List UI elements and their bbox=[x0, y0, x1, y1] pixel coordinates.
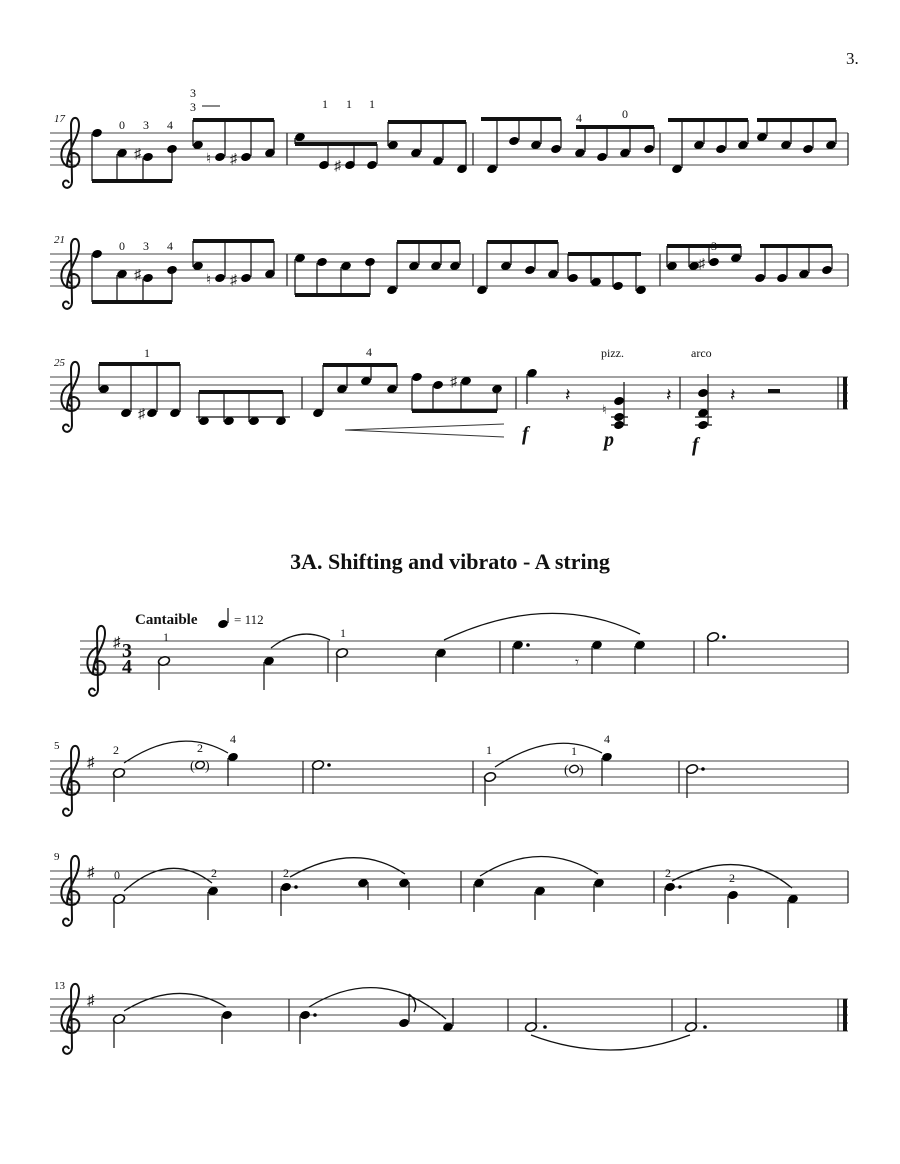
fingering: 1 bbox=[322, 97, 328, 111]
staff-lines bbox=[50, 377, 848, 409]
fingerings bbox=[114, 866, 735, 885]
key-signature-sharp-icon: ♯ bbox=[87, 865, 95, 881]
svg-text:♯: ♯ bbox=[138, 407, 145, 422]
svg-text:𝄾: 𝄾 bbox=[575, 655, 579, 671]
time-signature-numerator: 3 bbox=[122, 640, 132, 662]
staff-system-3a-9 bbox=[50, 851, 848, 928]
measure-number: 13 bbox=[54, 980, 65, 992]
fingering: 1 bbox=[163, 630, 169, 644]
dynamic-forte: f bbox=[692, 434, 699, 456]
svg-text:♯: ♯ bbox=[450, 375, 457, 390]
svg-text:♯: ♯ bbox=[334, 159, 341, 174]
note-beams bbox=[92, 241, 832, 302]
measure-number: 17 bbox=[54, 113, 65, 125]
treble-clef-icon bbox=[87, 626, 105, 696]
slur bbox=[444, 613, 640, 640]
fingering: 2 bbox=[283, 866, 289, 880]
svg-text:♮: ♮ bbox=[206, 152, 212, 167]
fingering: 4 bbox=[604, 732, 610, 746]
fingering: 1 bbox=[369, 97, 375, 111]
slur bbox=[290, 858, 405, 877]
treble-clef-icon bbox=[61, 239, 79, 309]
slur bbox=[124, 868, 212, 891]
notes bbox=[98, 364, 780, 430]
measure-number: 21 bbox=[54, 234, 65, 246]
staff-lines bbox=[50, 761, 848, 793]
svg-text:♯: ♯ bbox=[134, 147, 141, 162]
slur bbox=[495, 743, 602, 767]
notes bbox=[112, 994, 706, 1048]
svg-text:♮: ♮ bbox=[602, 402, 607, 417]
svg-text:𝄽: 𝄽 bbox=[565, 385, 571, 405]
tempo-value: = 112 bbox=[234, 612, 264, 627]
exercise-title: 3A. Shifting and vibrato - A string bbox=[290, 549, 610, 574]
fingering: 2 bbox=[665, 866, 671, 880]
svg-text:♮: ♮ bbox=[206, 273, 212, 288]
fingering: 4 bbox=[576, 111, 582, 125]
fingering: 2 bbox=[211, 866, 217, 880]
fingering: 2 bbox=[113, 743, 119, 757]
treble-clef-icon bbox=[61, 746, 79, 816]
slur bbox=[124, 993, 226, 1011]
fingering: 3 bbox=[190, 100, 196, 114]
dynamic-piano: p bbox=[604, 429, 614, 451]
fingering: 0 bbox=[119, 118, 125, 132]
fingering: 4 bbox=[366, 345, 372, 359]
fingering: 0 bbox=[114, 868, 120, 882]
crescendo-hairpin bbox=[345, 424, 504, 437]
page-number: 3. bbox=[846, 49, 859, 68]
staff-system-17 bbox=[50, 86, 848, 188]
fingerings bbox=[144, 345, 372, 360]
fingering: 2 bbox=[197, 741, 203, 755]
fingerings bbox=[119, 86, 628, 132]
svg-text:♯: ♯ bbox=[230, 152, 237, 167]
treble-clef-icon bbox=[61, 362, 79, 432]
treble-clef-icon bbox=[61, 118, 79, 188]
time-signature-denominator: 4 bbox=[122, 656, 132, 678]
tie bbox=[531, 1035, 690, 1050]
svg-text:(: ( bbox=[564, 763, 569, 778]
fingering: 1 bbox=[486, 743, 492, 757]
fingering: 1 bbox=[340, 626, 346, 640]
notes bbox=[91, 241, 833, 302]
svg-text:𝄽: 𝄽 bbox=[730, 385, 736, 405]
slur bbox=[124, 741, 228, 763]
fingering: 1 bbox=[346, 97, 352, 111]
quarter-note-icon bbox=[217, 608, 229, 629]
fingering: 0 bbox=[622, 107, 628, 121]
fingerings bbox=[113, 732, 610, 758]
fingering: 4 bbox=[167, 118, 173, 132]
measure-number: 5 bbox=[54, 740, 60, 752]
final-barline bbox=[843, 377, 847, 409]
fingering: 0 bbox=[119, 239, 125, 253]
fingering: 2 bbox=[729, 871, 735, 885]
svg-text:♯: ♯ bbox=[698, 257, 705, 272]
fingering: 3 bbox=[711, 239, 717, 253]
staff-system-25 bbox=[50, 345, 848, 456]
svg-text:𝄽: 𝄽 bbox=[666, 385, 672, 405]
final-barline bbox=[843, 999, 847, 1031]
fingering: 3 bbox=[143, 239, 149, 253]
treble-clef-icon bbox=[61, 984, 79, 1054]
notes bbox=[112, 752, 704, 806]
svg-text:): ) bbox=[205, 759, 210, 774]
staff-system-3a-5 bbox=[50, 732, 848, 816]
fingering: 4 bbox=[167, 239, 173, 253]
svg-text:♯: ♯ bbox=[230, 273, 237, 288]
fingering: 3 bbox=[190, 86, 196, 100]
arco-marking: arco bbox=[691, 346, 712, 360]
notes bbox=[91, 119, 837, 181]
notes bbox=[157, 631, 725, 690]
pizzicato-marking: pizz. bbox=[601, 346, 624, 360]
staff-system-3a-13 bbox=[50, 980, 848, 1054]
svg-text:): ) bbox=[579, 763, 584, 778]
fingering: 3 bbox=[143, 118, 149, 132]
measure-number: 9 bbox=[54, 851, 60, 863]
measure-number: 25 bbox=[54, 357, 65, 369]
fingering: 1 bbox=[144, 346, 150, 360]
slur bbox=[309, 988, 446, 1019]
key-signature-sharp-icon: ♯ bbox=[113, 635, 121, 651]
staff-lines bbox=[80, 641, 848, 673]
dynamic-forte: f bbox=[522, 423, 529, 445]
staff-system-21 bbox=[50, 234, 848, 309]
tempo-text: Cantaible bbox=[135, 612, 198, 628]
key-signature-sharp-icon: ♯ bbox=[87, 993, 95, 1009]
key-signature-sharp-icon: ♯ bbox=[87, 755, 95, 771]
fingering: 1 bbox=[571, 744, 577, 758]
treble-clef-icon bbox=[61, 856, 79, 926]
svg-text:(: ( bbox=[190, 759, 195, 774]
svg-text:♯: ♯ bbox=[134, 268, 141, 283]
slur bbox=[480, 856, 598, 876]
fingering: 4 bbox=[230, 732, 236, 746]
